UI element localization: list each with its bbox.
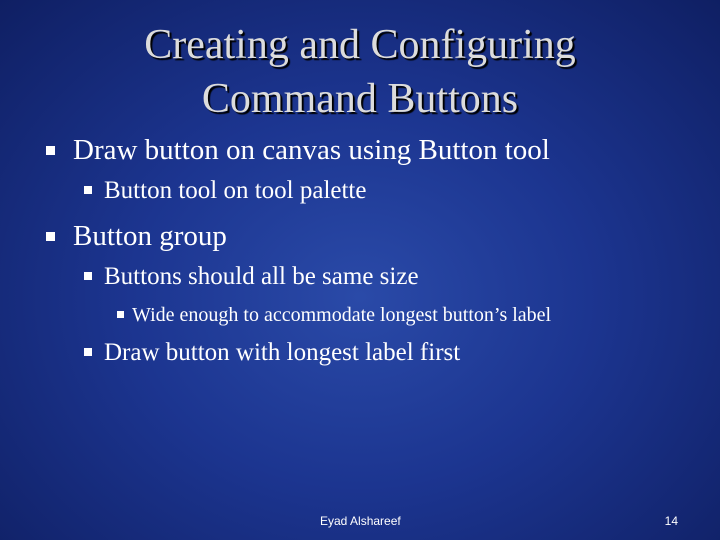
bullet-text: Button tool on tool palette (104, 177, 367, 204)
bullet-wide-enough (117, 304, 551, 327)
square-bullet-icon (84, 272, 92, 280)
bullet-button-tool (84, 177, 366, 205)
slide-title (60, 18, 660, 126)
bullet-text: Buttons should all be same size (104, 263, 419, 290)
square-bullet-icon (46, 232, 55, 241)
square-bullet-icon (84, 186, 92, 194)
bullet-text: Button group (73, 220, 227, 252)
square-bullet-icon (84, 348, 92, 356)
slide-title-line-1: Creating and Configuring (144, 22, 576, 68)
bullet-button-group (46, 220, 227, 253)
page-number: 14 (664, 514, 678, 528)
bullet-text: Wide enough to accommodate longest button’s label (132, 304, 552, 326)
bullet-text: Draw button on canvas using Button tool (73, 134, 550, 166)
square-bullet-icon (46, 146, 55, 155)
bullet-draw-button (46, 134, 550, 167)
slide-title-line-2: Command Buttons (201, 76, 519, 122)
footer-author: Eyad Alshareef (320, 514, 401, 528)
square-bullet-icon (117, 311, 124, 318)
bullet-longest-label (84, 339, 460, 367)
bullet-same-size (84, 263, 419, 291)
bullet-text: Draw button with longest label first (104, 339, 461, 366)
